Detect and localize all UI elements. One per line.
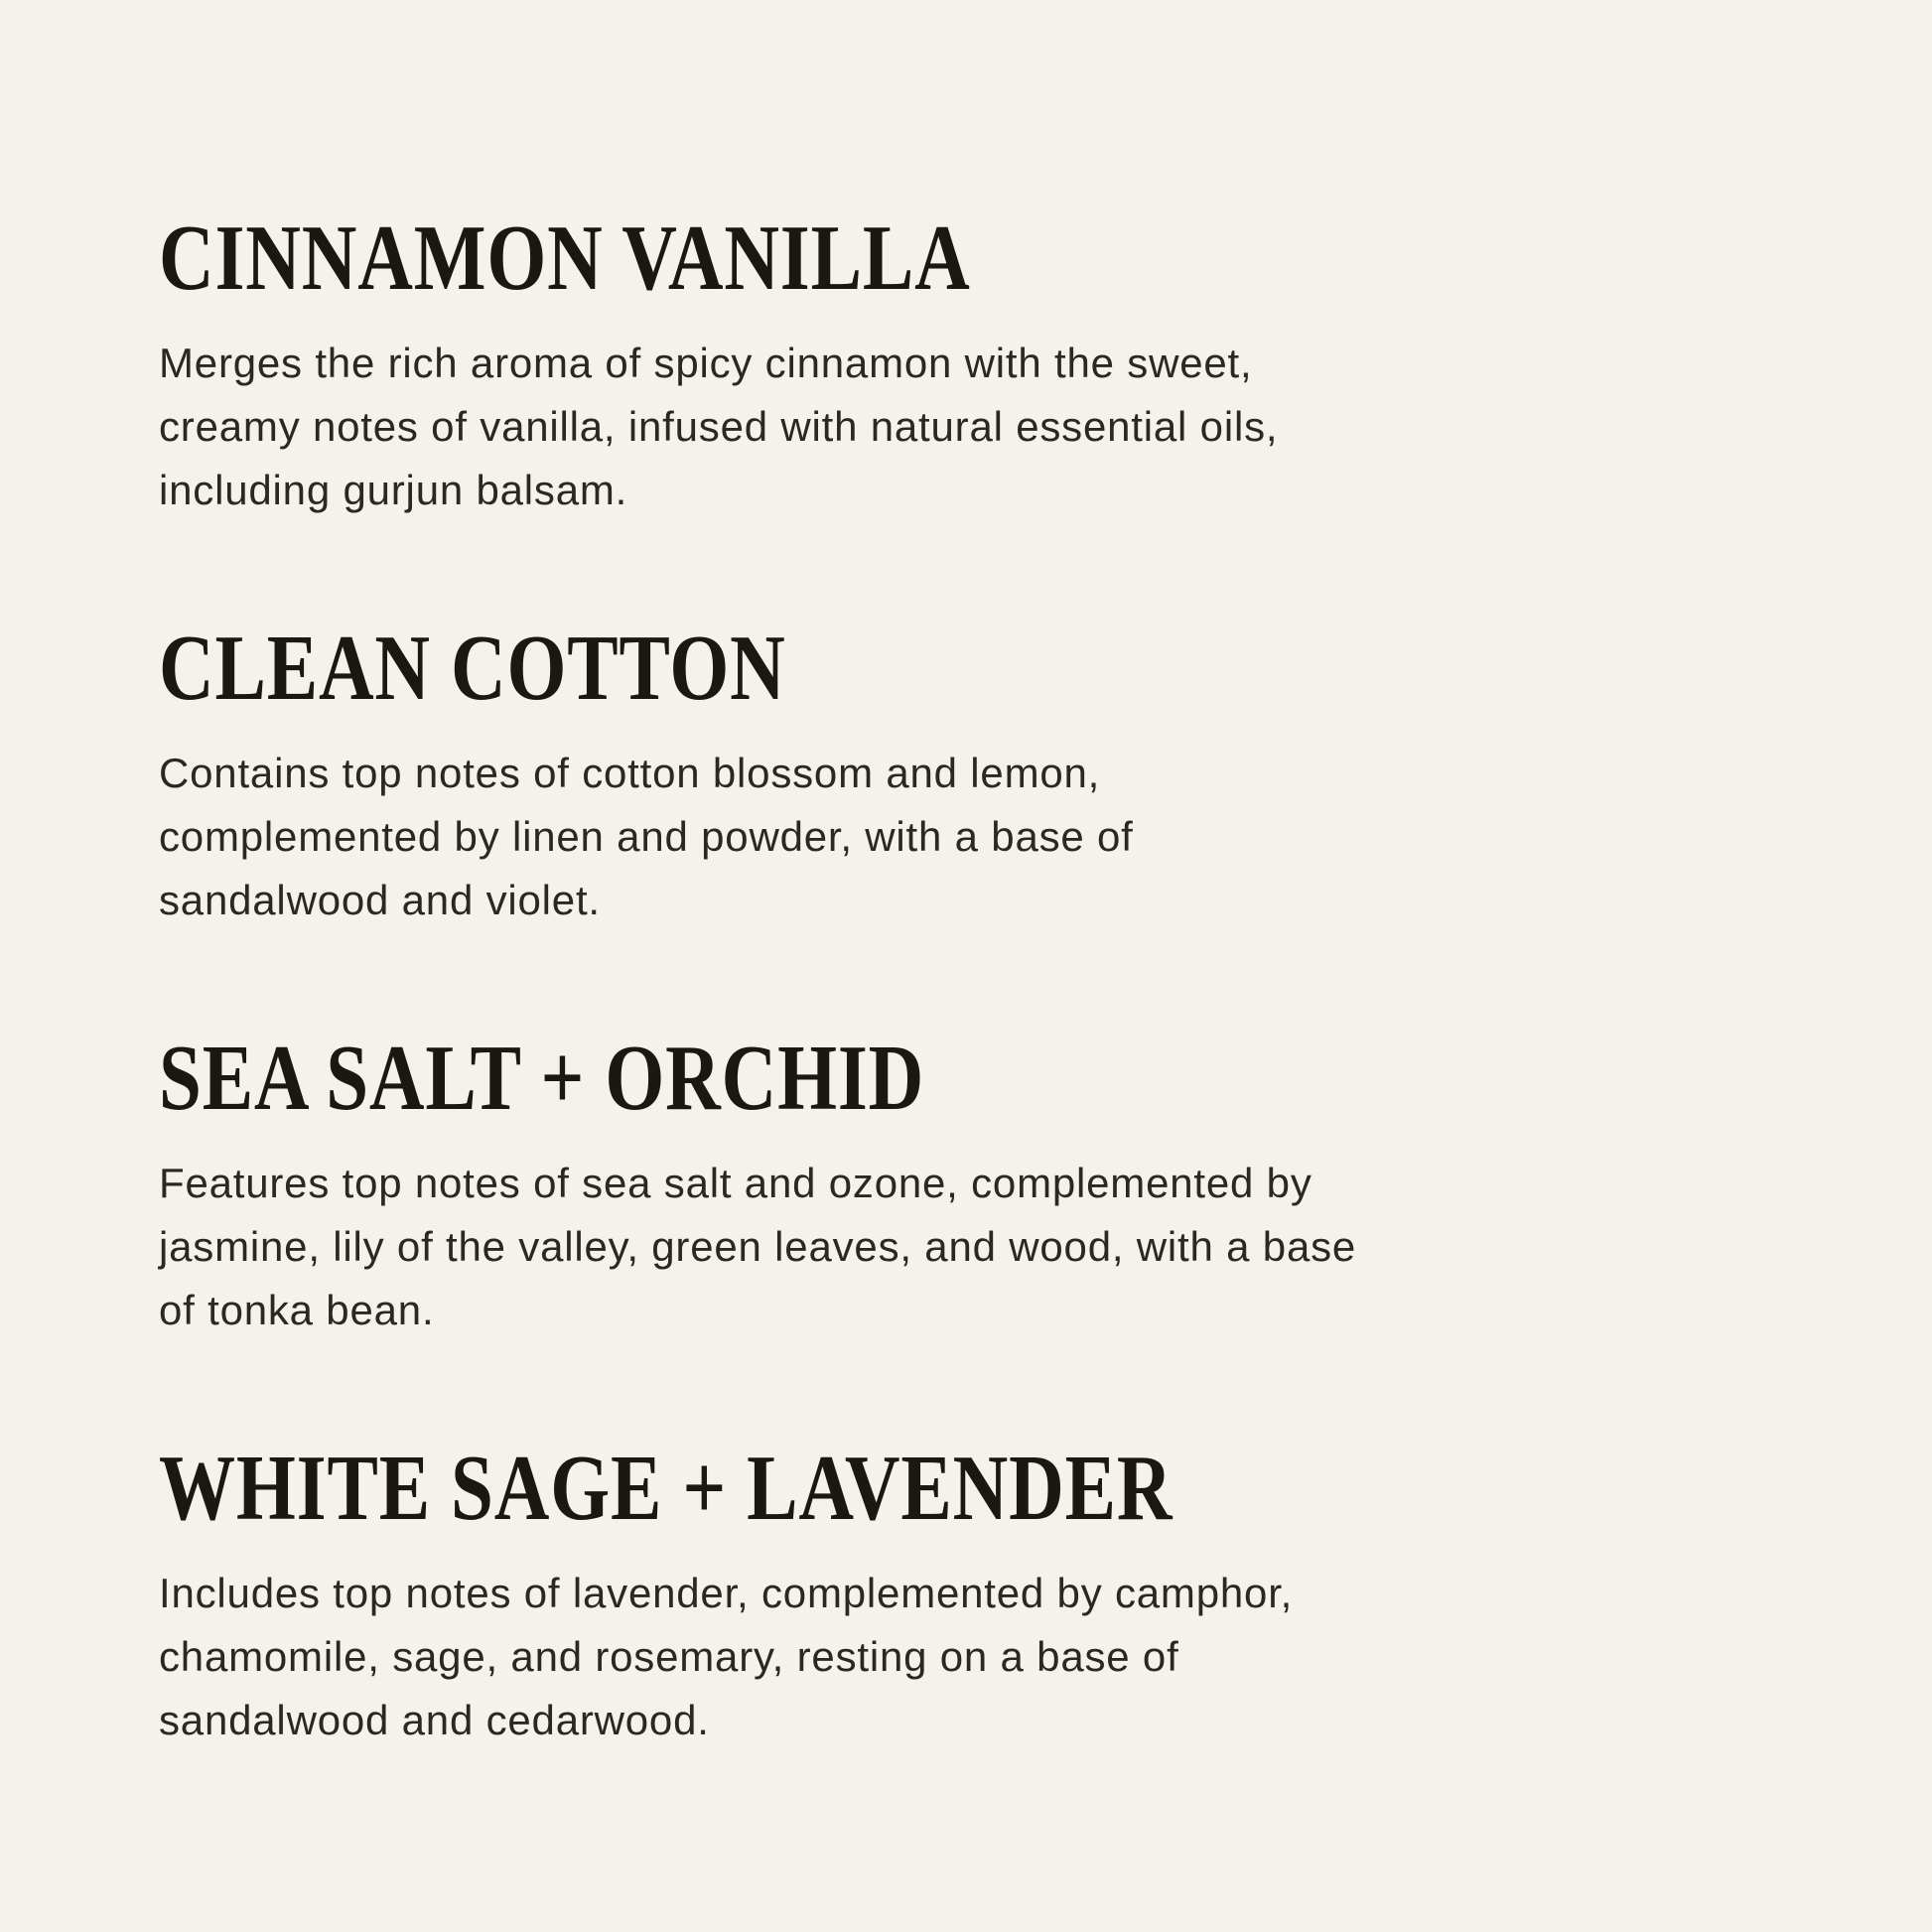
scent-description [159,332,1783,522]
scent-description-line: Includes top notes of lavender, complemented by camphor, [159,1570,1294,1616]
scent-description [159,1152,1783,1342]
scent-description [159,1562,1783,1752]
scent-description-line: creamy notes of vanilla, infused with natural essential oils, [159,403,1279,450]
scent-description-line: sandalwood and cedarwood. [159,1697,710,1743]
scent-section-cinnamon-vanilla [159,207,1783,522]
scent-title: WHITE SAGE + LAVENDER [159,1437,1173,1540]
scent-section-sea-salt-orchid [159,1027,1783,1342]
scent-description-line: of tonka bean. [159,1287,435,1333]
scent-description-line: Merges the rich aroma of spicy cinnamon with the sweet, [159,340,1253,386]
scent-description-line: including gurjun balsam. [159,467,628,513]
scent-section-clean-cotton [159,617,1783,932]
scent-description [159,742,1783,932]
scent-title: CINNAMON VANILLA [159,207,971,310]
scent-description-line: sandalwood and violet. [159,877,601,923]
scent-title: SEA SALT + ORCHID [159,1027,925,1130]
scent-title: CLEAN COTTON [159,617,786,720]
scent-description-line: jasmine, lily of the valley, green leaves, and wood, with a base [159,1223,1357,1270]
scent-description-line: chamomile, sage, and rosemary, resting on a base of [159,1633,1179,1680]
scent-description-line: Contains top notes of cotton blossom and lemon, [159,750,1101,796]
scent-description-line: Features top notes of sea salt and ozone, complemented by [159,1160,1312,1206]
scent-section-white-sage-lavender [159,1437,1783,1752]
scent-description-line: complemented by linen and powder, with a base of [159,813,1134,860]
